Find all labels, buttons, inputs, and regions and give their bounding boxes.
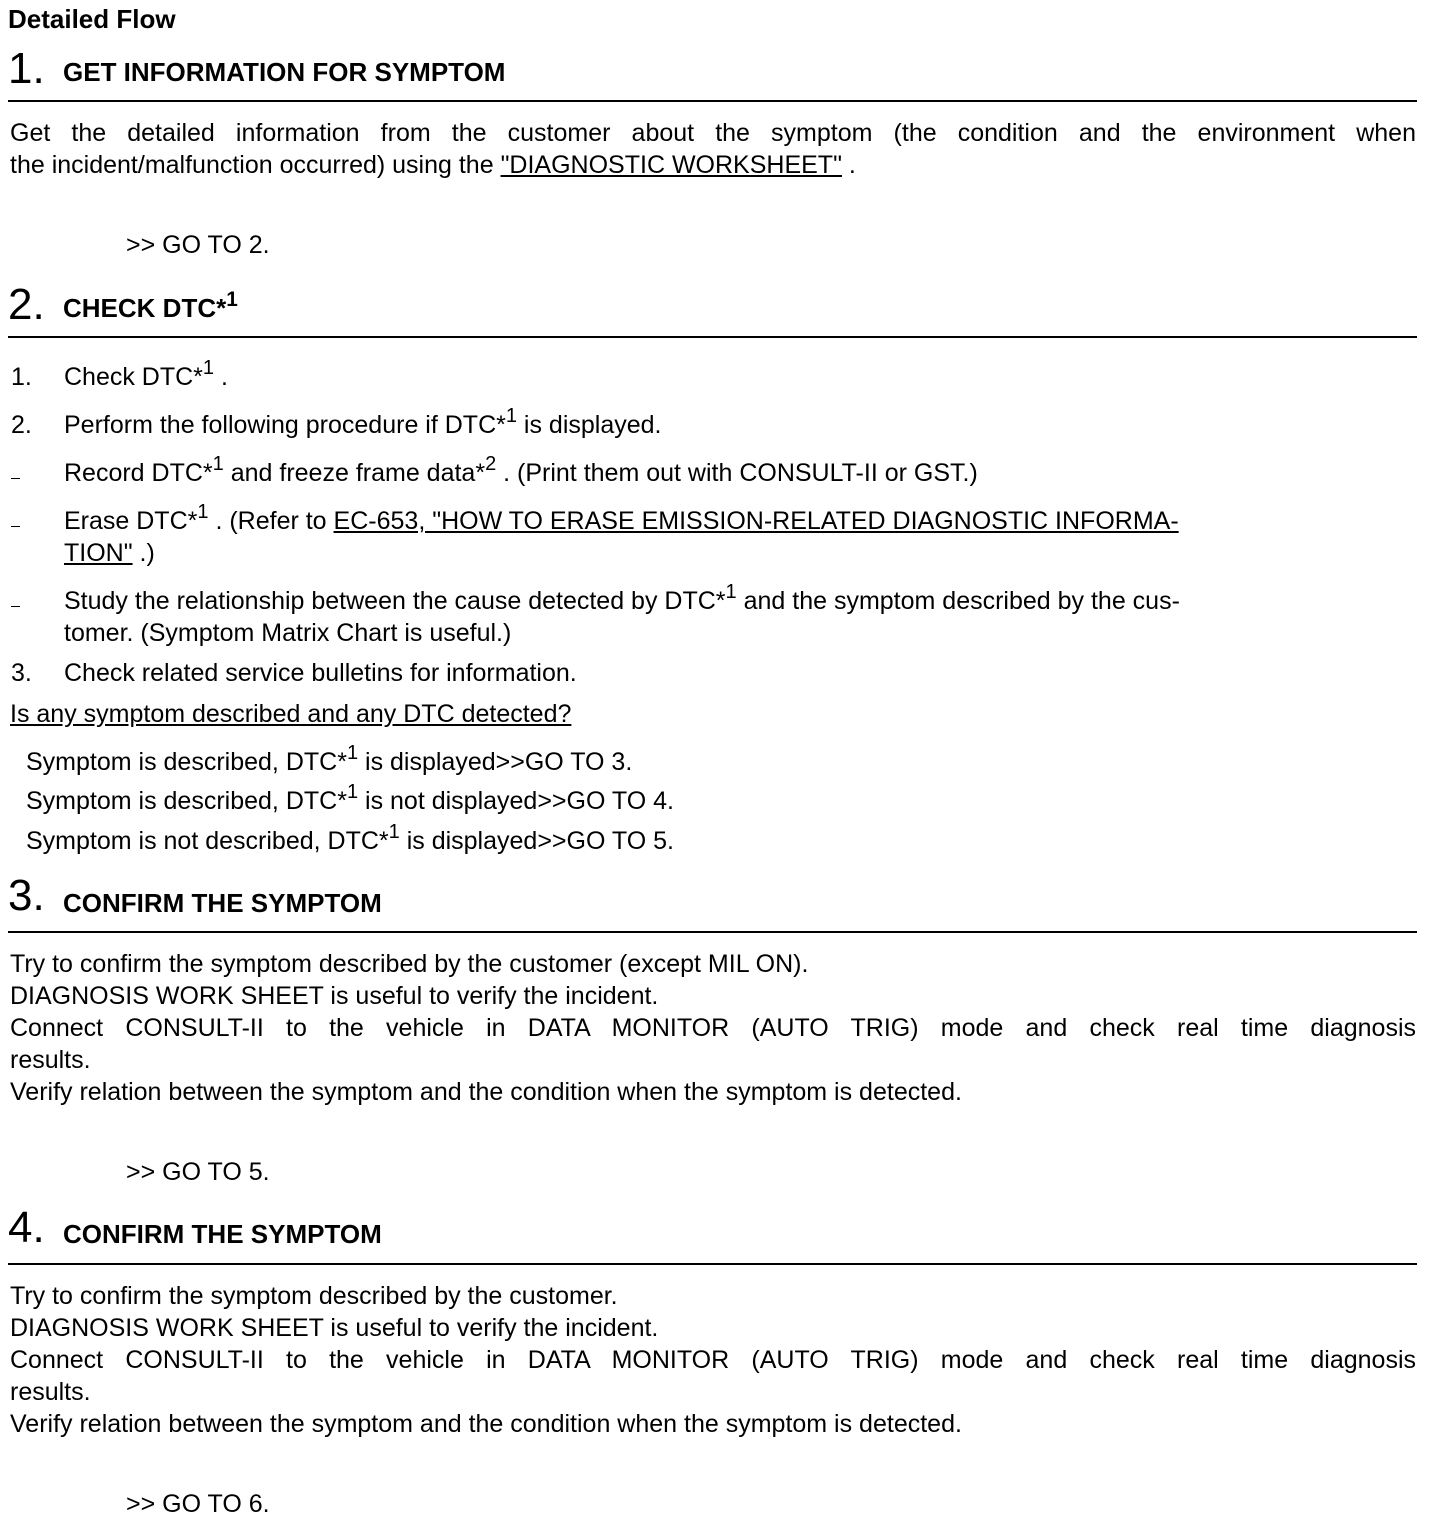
step-3-text-line-4: results.: [10, 1046, 91, 1074]
step-2-divider: [8, 336, 1417, 338]
step-1-number: 1.: [8, 44, 45, 93]
step-1-text-line-1: Get the detailed information from the customer about the symptom (the condition and the environment when: [10, 119, 1416, 147]
list-item-perform-procedure: Perform the following procedure if DTC*$^1$ is displayed.: [64, 405, 662, 439]
step-2-title: CHECK DTC*$^1$: [63, 287, 238, 323]
step-3-divider: [8, 931, 1417, 933]
step-3-number: 3.: [8, 871, 45, 920]
ec-653-link[interactable]: EC-653, "HOW TO ERASE EMISSION-RELATED DIAGNOSTIC INFORMA-: [333, 507, 1179, 535]
answer-goto-4: Symptom is described, DTC*$^1$ is not displayed>>GO TO 4.: [26, 781, 674, 815]
answer-goto-3: Symptom is described, DTC*$^1$ is displayed>>GO TO 3.: [26, 742, 633, 776]
step-1-title: GET INFORMATION FOR SYMPTOM: [63, 57, 506, 87]
step-1-goto: >> GO TO 2.: [126, 231, 270, 259]
step-1-text-line-2: the incident/malfunction occurred) using the "DIAGNOSTIC WORKSHEET" .: [10, 151, 856, 179]
step-1-divider: [8, 100, 1417, 102]
step-4-title: CONFIRM THE SYMPTOM: [63, 1219, 382, 1249]
step-4-text-line-5: Verify relation between the symptom and the condition when the symptom is detected.: [10, 1410, 962, 1438]
step-2-question: Is any symptom described and any DTC detected?: [10, 700, 572, 728]
step-3-text-line-1: Try to confirm the symptom described by the customer (except MIL ON).: [10, 950, 809, 978]
step-4-divider: [8, 1263, 1417, 1265]
dash-bullet: [11, 526, 20, 527]
step-3-text-line-3: Connect CONSULT-II to the vehicle in DATA MONITOR (AUTO TRIG) mode and check real time diagnosis: [10, 1014, 1416, 1042]
diagnostic-worksheet-link[interactable]: "DIAGNOSTIC WORKSHEET": [500, 151, 842, 179]
sub-item-erase-dtc-line-2: TION" .): [64, 539, 155, 567]
step-4-text-line-3: Connect CONSULT-II to the vehicle in DATA MONITOR (AUTO TRIG) mode and check real time diagnosis: [10, 1346, 1416, 1374]
dash-bullet: [11, 478, 20, 479]
step-4-text-line-4: results.: [10, 1378, 91, 1406]
list-marker-3: 3.: [11, 659, 32, 687]
page-title: Detailed Flow: [8, 4, 176, 34]
answer-goto-5: Symptom is not described, DTC*$^1$ is displayed>>GO TO 5.: [26, 821, 674, 855]
step-2-number: 2.: [8, 280, 45, 329]
step-3-text-line-5: Verify relation between the symptom and the condition when the symptom is detected.: [10, 1078, 962, 1106]
step-4-text-line-2: DIAGNOSIS WORK SHEET is useful to verify the incident.: [10, 1314, 659, 1342]
list-marker-2: 2.: [11, 411, 32, 439]
step-3-text-line-2: DIAGNOSIS WORK SHEET is useful to verify the incident.: [10, 982, 659, 1010]
list-item-check-dtc: Check DTC*$^1$ .: [64, 357, 228, 391]
step-3-title: CONFIRM THE SYMPTOM: [63, 888, 382, 918]
ec-653-link-continued[interactable]: TION": [64, 539, 133, 567]
list-item-service-bulletins: Check related service bulletins for information.: [64, 659, 577, 687]
step-3-goto: >> GO TO 5.: [126, 1158, 270, 1186]
sub-item-study-line-2: tomer. (Symptom Matrix Chart is useful.): [64, 619, 512, 647]
step-4-number: 4.: [8, 1203, 45, 1252]
dash-bullet: [11, 606, 20, 607]
sub-item-study-line-1: Study the relationship between the cause detected by DTC*$^1$ and the symptom described by the cus-: [64, 581, 1180, 615]
step-4-text-line-1: Try to confirm the symptom described by the customer.: [10, 1282, 618, 1310]
step-4-goto: >> GO TO 6.: [126, 1490, 270, 1518]
sub-item-erase-dtc-line-1: Erase DTC*$^1$ . (Refer to EC-653, "HOW TO ERASE EMISSION-RELATED DIAGNOSTIC INFORMA-: [64, 501, 1179, 535]
sub-item-record-dtc: Record DTC*$^1$ and freeze frame data*$^2$ . (Print them out with CONSULT-II or GST.): [64, 453, 978, 487]
list-marker-1: 1.: [11, 363, 32, 391]
